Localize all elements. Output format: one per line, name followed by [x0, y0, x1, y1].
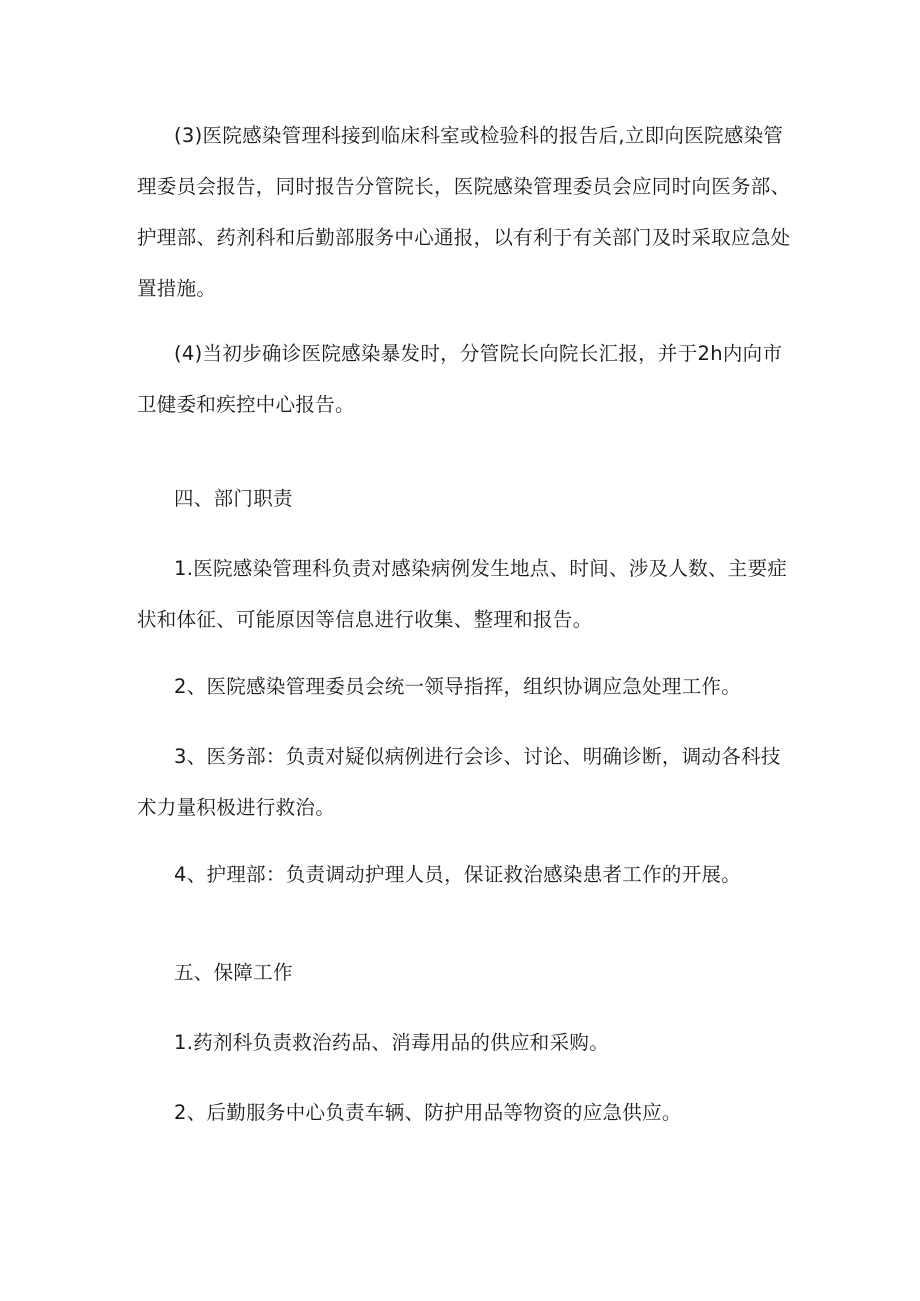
responsibility-item-2: 2、医院感染管理委员会统一领导指挥，组织协调应急处理工作。 [174, 675, 742, 698]
paragraph-outbreak-report: (4)当初步确诊医院感染暴发时，分管院长向院长汇报，并于2h内向市卫健委和疾控中心报告。 [137, 342, 783, 416]
support-item-1: 1.药剂科负责救治药品、消毒用品的供应和采购。 [174, 1031, 610, 1054]
paragraph-report-procedure: (3)医院感染管理科接到临床科室或检验科的报告后,立即向医院感染管理委员会报告，同时报告分管院长，医院感染管理委员会应同时向医务部、护理部、药剂科和后勤部服务中心通报，以有利于有关部门及时采取应急处置措施。 [137, 124, 791, 300]
section-heading-responsibilities: 四、部门职责 [174, 487, 293, 510]
responsibility-item-1: 1.医院感染管理科负责对感染病例发生地点、时间、涉及人数、主要症状和体征、可能原因等信息进行收集、整理和报告。 [137, 557, 788, 631]
support-item-2: 2、后勤服务中心负责车辆、防护用品等物资的应急供应。 [174, 1101, 682, 1124]
responsibility-item-3: 3、医务部：负责对疑似病例进行会诊、讨论、明确诊断，调动各科技术力量积极进行救治。 [137, 745, 781, 819]
responsibility-item-4: 4、护理部：负责调动护理人员，保证救治感染患者工作的开展。 [174, 863, 742, 886]
section-heading-support: 五、保障工作 [174, 961, 293, 984]
